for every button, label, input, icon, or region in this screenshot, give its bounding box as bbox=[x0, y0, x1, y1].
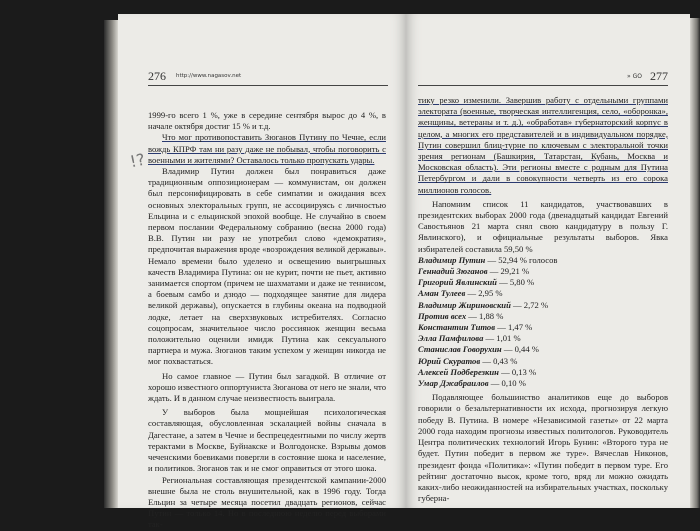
candidate-name: Элла Памфилова bbox=[418, 333, 484, 344]
result-row bbox=[418, 266, 668, 277]
right-page-number: 277 bbox=[650, 69, 668, 83]
paragraph: Подавляющее большинство аналитиков еще до выборов говорили о безальтернативности их исхода, прогнозируя легкую победу В. Путина. В номере «Независимой газеты» от 22 марта 2000 года находим прогнозы известных политологов. Руководитель Центра политических технологий Игорь Бунин: «Второго тура не будет. Путин победит в первом же туре». Вячеслав Никонов, президент фонда «Политика»: «Путин победит в первом туре. Его рейтинг достаточно высок, кроме того, вряд ли можно ожидать каких-либо неожиданностей на избирательных участках, поскольку губерна- bbox=[418, 392, 668, 504]
paragraph: У выборов была мощнейшая психологическая составляющая, обусловленная эскалацией войны сначала в Дагестане, а затем в Чечне и беспрецедентными по числу жертв терактами в Москве, Буйнакске и Волгодонске. Взрывы домов чеченскими боевиками повергли в состояние шока и население, и политиков. Зюганов так и не смог оправиться от этого шока. bbox=[148, 407, 386, 474]
candidate-name: Владимир Путин bbox=[418, 254, 486, 265]
candidate-name: Алексей Подберезкин bbox=[418, 366, 499, 377]
paragraph: Владимир Путин должен был понравиться даже традиционным оппозиционерам — коммунистам, он должен был персонифицировать в себе симпатии и ожидания всех основных электоральных групп, не ассоциируясь с личностью Ельцина и с ельцинской эпохой вообще. Не случайно в своем первом послании Федеральному собранию (весна 2000 года) В.В. Путин ни разу не употребил слово «демократия», предпочитая выражения вроде «возрождения великой державы». Немало времени было уделено и освещению выигрышных качеств Владимира Путина: он не курит, почти не пьет, активно занимается спортом (причем не шахматами и даже не теннисом, а боевым самбо и дзюдо — подходящее занятие для лидера великой державы), опускается в глубины океана на подводной лодке, летает на сверхзвуковых истребителях. Согласно соцопросам, значительное число россиянок женщин весьма положительно оценили имидж Путина как сексуального партнера и мужа. Зюганов таким успехом у женщин никогда не мог похвастаться. bbox=[148, 166, 386, 367]
result-row bbox=[418, 300, 668, 311]
candidate-name: Владимир Жириновский bbox=[418, 299, 511, 310]
candidate-name: Геннадий Зюганов bbox=[418, 266, 488, 277]
right-page bbox=[406, 14, 690, 508]
candidate-name: Константин Титов bbox=[418, 322, 496, 333]
result-row bbox=[418, 288, 668, 299]
candidate-result: — 2,72 % bbox=[510, 299, 549, 310]
candidate-result: — 1,47 % bbox=[495, 322, 533, 333]
result-row bbox=[418, 356, 668, 367]
candidate-result: — 1,01 % bbox=[483, 333, 521, 344]
candidate-name: Аман Тулеев bbox=[418, 288, 466, 299]
candidate-result: — 0,13 % bbox=[498, 366, 537, 377]
paragraph: Региональная составляющая президентской кампании-2000 внешне была не столь внушительной, как в 1996 году. Тогда Ельцин за четыре месяца посетил двадцать регионов, сейчас Путин — только 14. Но в последнюю неделю перед выборами так- bbox=[148, 474, 386, 530]
candidate-result: — 0,10 % bbox=[488, 378, 526, 389]
candidate-result: — 29,21 % bbox=[487, 266, 530, 277]
running-header-mark: » GO bbox=[627, 73, 642, 80]
paragraph: 1999-го всего 1 %, уже в середине сентября вырос до 4 %, в начале октября достиг 15 % и т.д. bbox=[148, 110, 386, 132]
result-row bbox=[418, 277, 668, 288]
candidate-name: Григорий Явлинский bbox=[418, 277, 497, 288]
candidate-result: — 52,94 % голосов bbox=[485, 254, 558, 265]
candidate-name: Умар Джабраилов bbox=[418, 378, 489, 389]
candidate-result: — 1,88 % bbox=[466, 310, 504, 321]
margin-pencil-note: !? bbox=[128, 149, 147, 172]
right-page-text bbox=[418, 95, 668, 504]
candidate-name: Станислав Говорухин bbox=[418, 344, 502, 355]
book-left-edge bbox=[104, 20, 118, 508]
left-page-text bbox=[148, 110, 386, 531]
result-row bbox=[418, 322, 668, 333]
book-right-edge bbox=[690, 18, 700, 508]
candidate-name: Против всех bbox=[418, 310, 467, 321]
result-row bbox=[418, 378, 668, 389]
paragraph-underlined: Что мог противопоставить Зюганов Путину по Чечне, если вождь КПРФ там ни разу даже не побывал, чтобы поговорить с военными и жителями? Оставалось только пропускать удары. bbox=[148, 132, 386, 165]
result-row bbox=[418, 367, 668, 378]
paragraph: Напомним список 11 кандидатов, участвовавших в президентских выборах 2000 года (двенадцатый кандидат Евгений Савостьянов 21 марта снял свою кандидатуру в пользу Г. Явлинского), и официальные результаты выборов. Явка избирателей составила 59,50 % bbox=[418, 198, 668, 254]
candidate-result: — 2,95 % bbox=[465, 288, 503, 299]
result-row bbox=[418, 255, 668, 266]
left-page-number: 276 bbox=[148, 69, 166, 83]
candidate-result: — 0,44 % bbox=[501, 344, 539, 355]
paragraph-underlined: тику резко изменили. Завершив работу с отдельными группами электората (военные, творческая интеллигенция, село, «оборонка», женщины, ветераны и т. д.), «обработав» губернаторский корпус в целом, а многих его представителей и в индивидуальном порядке, Путин совершил блиц-турне по ключевым с электоральной точки зрения регионам (Башкирия, Татарстан, Кубань, Москва и Московская область). Эти регионы вместе с родным для Путина Петербургом и дали в совокупности четверть из его сорока миллионов голосов. bbox=[418, 95, 668, 195]
right-running-header bbox=[418, 69, 668, 86]
left-page bbox=[118, 14, 407, 530]
result-row bbox=[418, 344, 668, 355]
candidate-result: — 5,80 % bbox=[496, 277, 535, 288]
candidate-name: Юрий Скуратов bbox=[418, 355, 481, 366]
paragraph: Но самое главное — Путин был загадкой. В отличие от хорошо известного оппортуниста Зюганова от него не знали, что ждать. И в данном случае неизвестность выиграла. bbox=[148, 370, 386, 404]
result-row bbox=[418, 311, 668, 322]
running-header-url: http://www.nagasov.net bbox=[176, 73, 242, 79]
election-results-list bbox=[418, 255, 668, 389]
left-running-header bbox=[148, 69, 388, 86]
result-row bbox=[418, 333, 668, 344]
candidate-result: — 0,43 % bbox=[480, 355, 518, 366]
